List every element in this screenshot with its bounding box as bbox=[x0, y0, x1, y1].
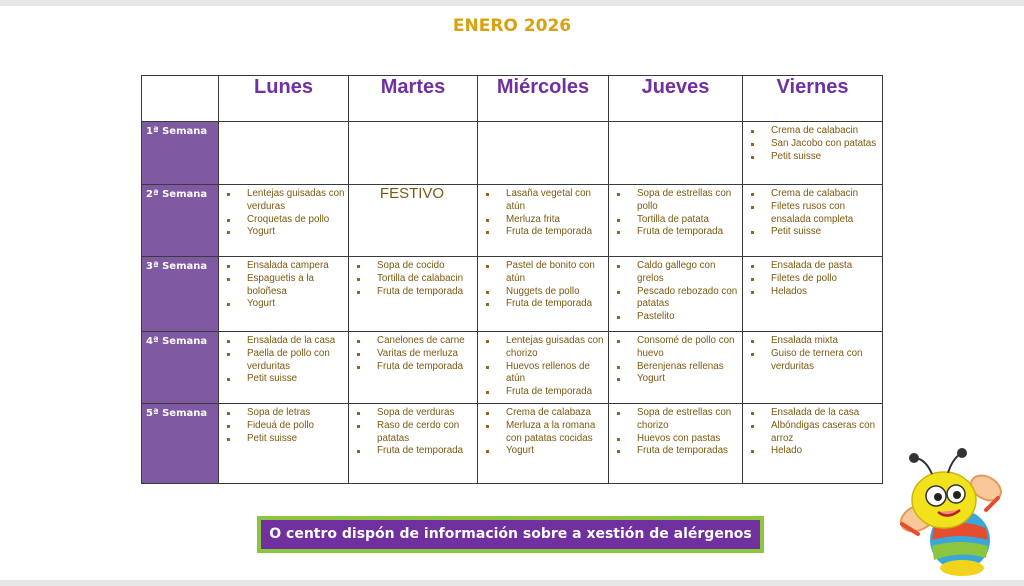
dish-item: Crema de calabacin bbox=[743, 188, 880, 201]
dish-list bbox=[478, 260, 606, 311]
dish-item: Varitas de merluza bbox=[349, 348, 475, 361]
dish-item: Lentejas guisadas con chorizo bbox=[478, 335, 606, 361]
dish-item: Raso de cerdo con patatas bbox=[349, 420, 475, 446]
dish-list bbox=[349, 260, 475, 298]
bottom-band bbox=[0, 580, 1024, 586]
dish-item: Sopa de cocido bbox=[349, 260, 475, 273]
dish-item: Crema de calabaza bbox=[478, 407, 606, 420]
dish-item: Lasaña vegetal con atún bbox=[478, 188, 606, 214]
dish-item: Fideuá de pollo bbox=[219, 420, 346, 433]
dish-list bbox=[743, 125, 880, 163]
dish-item: Petit suisse bbox=[743, 151, 880, 164]
dish-item: Fruta de temporada bbox=[349, 286, 475, 299]
menu-cell-miercoles bbox=[478, 122, 609, 185]
menu-cell-jueves bbox=[609, 122, 743, 185]
dish-list bbox=[219, 407, 346, 445]
dish-list bbox=[609, 260, 740, 324]
dish-item: Sopa de verduras bbox=[349, 407, 475, 420]
dish-item: Filetes de pollo bbox=[743, 273, 880, 286]
dish-item: Helado bbox=[743, 445, 880, 458]
menu-cell-lunes bbox=[219, 404, 349, 484]
dish-list bbox=[609, 188, 740, 239]
week-label: 2ª Semana bbox=[142, 185, 219, 257]
dish-item: Ensalada campera bbox=[219, 260, 346, 273]
dish-list bbox=[478, 335, 606, 399]
menu-cell-viernes bbox=[743, 404, 883, 484]
day-header-martes: Martes bbox=[349, 76, 478, 122]
dish-item: Berenjenas rellenas bbox=[609, 361, 740, 374]
dish-item: Fruta de temporada bbox=[349, 361, 475, 374]
menu-cell-martes bbox=[349, 122, 478, 185]
dish-list bbox=[743, 335, 880, 373]
dish-list bbox=[743, 188, 880, 239]
week-label: 5ª Semana bbox=[142, 404, 219, 484]
day-header-jueves: Jueves bbox=[609, 76, 743, 122]
dish-item: Lentejas guisadas con verduras bbox=[219, 188, 346, 214]
menu-cell-jueves bbox=[609, 404, 743, 484]
menu-cell-martes bbox=[349, 332, 478, 404]
menu-cell-lunes bbox=[219, 332, 349, 404]
page-title: ENERO 2026 bbox=[452, 16, 572, 36]
dish-item: Petit suisse bbox=[219, 433, 346, 446]
dish-item: Merluza a la romana con patatas cocidas bbox=[478, 420, 606, 446]
dish-item: Pastelito bbox=[609, 311, 740, 324]
dish-item: Pastel de bonito con atún bbox=[478, 260, 606, 286]
allergen-notice bbox=[257, 516, 764, 553]
dish-item: Tortilla de calabacin bbox=[349, 273, 475, 286]
week-row bbox=[142, 257, 883, 332]
menu-cell-martes bbox=[349, 404, 478, 484]
dish-item: Fruta de temporadas bbox=[609, 445, 740, 458]
week-label: 4ª Semana bbox=[142, 332, 219, 404]
day-header-viernes: Viernes bbox=[743, 76, 883, 122]
header-row bbox=[142, 76, 883, 122]
menu-cell-jueves bbox=[609, 332, 743, 404]
dish-item: Ensalada de la casa bbox=[219, 335, 346, 348]
menu-cell-martes bbox=[349, 257, 478, 332]
menu-cell-viernes bbox=[743, 122, 883, 185]
menu-cell-miercoles bbox=[478, 257, 609, 332]
corner-cell bbox=[142, 76, 219, 122]
dish-item: Croquetas de pollo bbox=[219, 214, 346, 227]
dish-item: Fruta de temporada bbox=[609, 226, 740, 239]
dish-item: Guiso de ternera con verduritas bbox=[743, 348, 880, 374]
dish-list bbox=[478, 188, 606, 239]
dish-item: San Jacobo con patatas bbox=[743, 138, 880, 151]
dish-item: Fruta de temporada bbox=[478, 386, 606, 399]
dish-item: Petit suisse bbox=[743, 226, 880, 239]
week-row bbox=[142, 122, 883, 185]
menu-cell-miercoles bbox=[478, 404, 609, 484]
day-header-miercoles: Miércoles bbox=[478, 76, 609, 122]
menu-cell-lunes bbox=[219, 257, 349, 332]
dish-list bbox=[609, 335, 740, 386]
dish-list bbox=[609, 407, 740, 458]
day-header-lunes: Lunes bbox=[219, 76, 349, 122]
dish-item: Yogurt bbox=[219, 226, 346, 239]
dish-list bbox=[219, 260, 346, 311]
dish-list bbox=[219, 335, 346, 386]
dish-item: Ensalada mixta bbox=[743, 335, 880, 348]
holiday-label: FESTIVO bbox=[349, 185, 478, 257]
dish-list bbox=[743, 407, 880, 458]
week-row bbox=[142, 332, 883, 404]
dish-item: Yogurt bbox=[609, 373, 740, 386]
dish-item: Huevos con pastas bbox=[609, 433, 740, 446]
dish-item: Nuggets de pollo bbox=[478, 286, 606, 299]
menu-cell-jueves bbox=[609, 185, 743, 257]
dish-item: Canelones de carne bbox=[349, 335, 475, 348]
dish-list bbox=[349, 407, 475, 458]
menu-cell-viernes bbox=[743, 185, 883, 257]
menu-cell-viernes bbox=[743, 332, 883, 404]
dish-item: Caldo gallego con grelos bbox=[609, 260, 740, 286]
dish-item: Sopa de estrellas con chorizo bbox=[609, 407, 740, 433]
dish-list bbox=[349, 335, 475, 373]
dish-item: Yogurt bbox=[219, 298, 346, 311]
dish-item: Paella de pollo con verduritas bbox=[219, 348, 346, 374]
week-label: 3ª Semana bbox=[142, 257, 219, 332]
menu-cell-lunes bbox=[219, 122, 349, 185]
bee-mascot-icon bbox=[890, 448, 1010, 578]
dish-list bbox=[743, 260, 880, 298]
dish-item: Huevos rellenos de atún bbox=[478, 361, 606, 387]
dish-item: Pescado rebozado con patatas bbox=[609, 286, 740, 312]
dish-item: Helados bbox=[743, 286, 880, 299]
dish-list bbox=[219, 188, 346, 239]
dish-item: Espaguetis a la boloñesa bbox=[219, 273, 346, 299]
dish-item: Filetes rusos con ensalada completa bbox=[743, 201, 880, 227]
dish-item: Ensalada de pasta bbox=[743, 260, 880, 273]
dish-list bbox=[478, 407, 606, 458]
lunch-menu-table bbox=[141, 75, 883, 484]
week-label: 1ª Semana bbox=[142, 122, 219, 185]
dish-item: Crema de calabacin bbox=[743, 125, 880, 138]
dish-item: Merluza frita bbox=[478, 214, 606, 227]
dish-item: Tortilla de patata bbox=[609, 214, 740, 227]
menu-cell-viernes bbox=[743, 257, 883, 332]
week-row bbox=[142, 185, 883, 257]
dish-item: Ensalada de la casa bbox=[743, 407, 880, 420]
dish-item: Fruta de temporada bbox=[349, 445, 475, 458]
dish-item: Albóndigas caseras con arroz bbox=[743, 420, 880, 446]
dish-item: Fruta de temporada bbox=[478, 226, 606, 239]
menu-cell-miercoles bbox=[478, 185, 609, 257]
menu-cell-lunes bbox=[219, 185, 349, 257]
menu-cell-jueves bbox=[609, 257, 743, 332]
menu-cell-miercoles bbox=[478, 332, 609, 404]
allergen-notice-text: O centro dispón de información sobre a xestión de alérgenos bbox=[261, 520, 760, 549]
dish-item: Petit suisse bbox=[219, 373, 346, 386]
top-band bbox=[0, 0, 1024, 6]
dish-item: Fruta de temporada bbox=[478, 298, 606, 311]
week-row bbox=[142, 404, 883, 484]
dish-item: Yogurt bbox=[478, 445, 606, 458]
dish-item: Sopa de estrellas con pollo bbox=[609, 188, 740, 214]
dish-item: Sopa de letras bbox=[219, 407, 346, 420]
dish-item: Consomé de pollo con huevo bbox=[609, 335, 740, 361]
